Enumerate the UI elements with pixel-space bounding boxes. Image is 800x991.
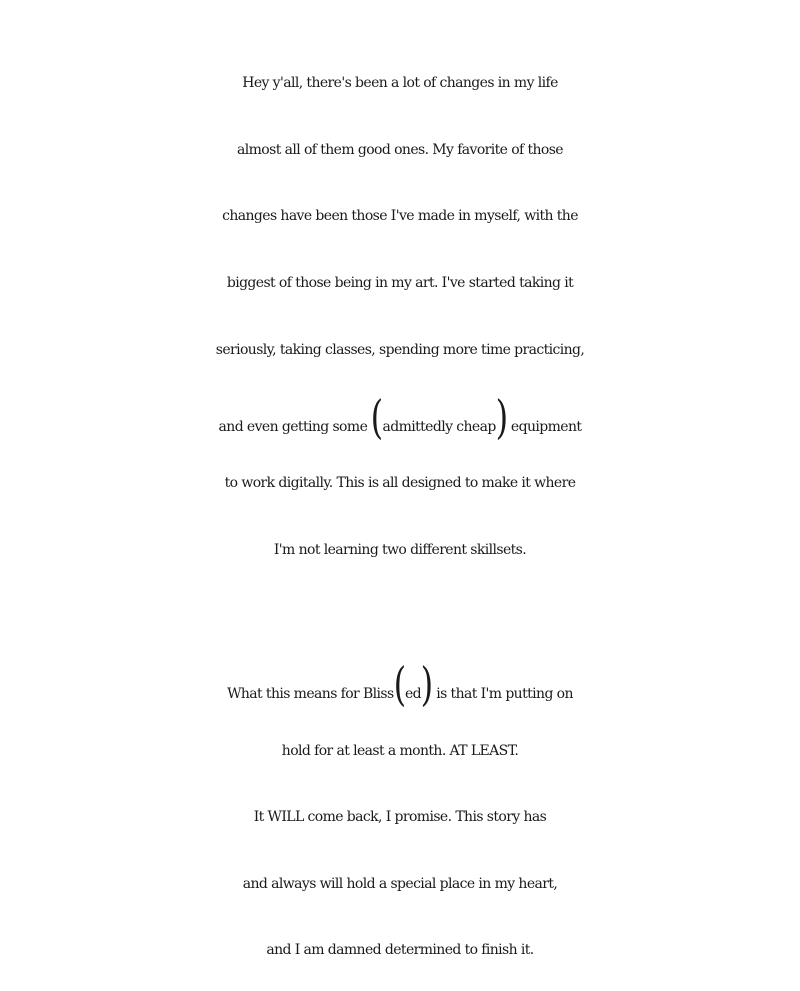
text-line: Hey y'all, there's been a lot of changes in my life [242, 75, 558, 91]
text-line: I'm not learning two different skillsets. [273, 542, 527, 558]
text-line: hold for at least a month. AT LEAST. [281, 743, 519, 759]
text-segment: equipment [507, 419, 582, 435]
open-parenthesis: ( [370, 390, 383, 444]
text-line: It WILL come back, I promise. This story has [253, 809, 547, 825]
open-parenthesis: ( [393, 657, 406, 711]
close-parenthesis: ) [420, 657, 433, 711]
text-segment: What this means for Bliss [227, 686, 394, 702]
text-line: almost all of them good ones. My favorite of those [237, 142, 563, 158]
text-line: biggest of those being in my art. I've started taking it [226, 275, 574, 291]
text-segment: and even getting some [218, 419, 372, 435]
text-line: seriously, taking classes, spending more time practicing, [215, 342, 585, 358]
text-line: to work digitally. This is all designed to make it where [224, 475, 576, 491]
text-segment: is that I'm putting on [432, 686, 573, 702]
text-line: and always will hold a special place in my heart, [242, 876, 558, 892]
text-line: and I am damned determined to finish it. [266, 942, 534, 958]
text-line: changes have been those I've made in myself, with the [222, 208, 578, 224]
parenthetical-text: ed [404, 686, 422, 702]
text-line [0, 390, 800, 444]
parenthetical-text: admittedly cheap [382, 419, 496, 435]
close-parenthesis: ) [495, 390, 508, 444]
text-line [0, 657, 800, 711]
